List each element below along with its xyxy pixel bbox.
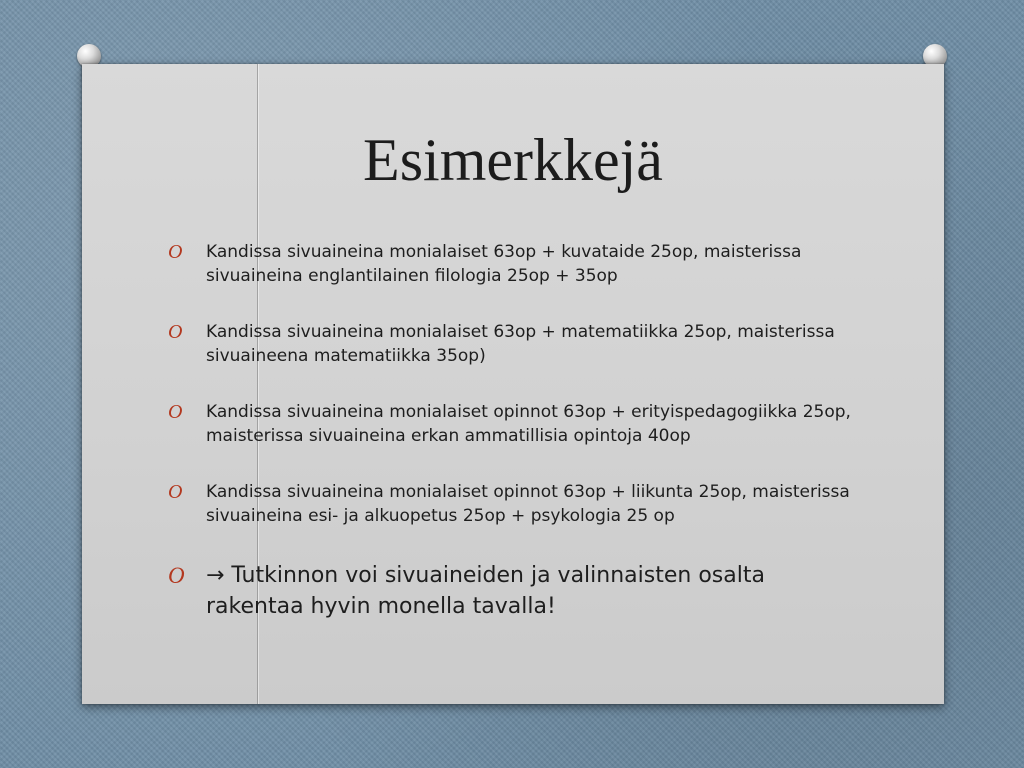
bullet-item-conclusion xyxy=(168,560,868,622)
bullet-text: Kandissa sivuaineina monialaiset opinnot 63op + erityispedagogiikka 25op, maisterissa sivuaineina erkan ammatillisia opintoja 40op xyxy=(206,402,851,446)
bullet-item xyxy=(168,240,868,288)
bullet-text: Kandissa sivuaineina monialaiset opinnot 63op + liikunta 25op, maisterissa sivuaineina esi- ja alkuopetus 25op + psykologia 25 op xyxy=(206,482,850,526)
bullet-text: Kandissa sivuaineina monialaiset 63op + kuvataide 25op, maisterissa sivuaineina englantilainen filologia 25op + 35op xyxy=(206,242,802,286)
bullet-marker-icon: O xyxy=(168,241,183,263)
bullet-marker-icon: O xyxy=(168,401,183,423)
bullet-marker-icon: O xyxy=(168,321,183,343)
bullet-item xyxy=(168,320,868,368)
bullet-text: Kandissa sivuaineina monialaiset 63op + matematiikka 25op, maisterissa sivuaineena matematiikka 35op) xyxy=(206,322,835,366)
bullet-item xyxy=(168,400,868,448)
slide-title: Esimerkkejä xyxy=(363,127,663,193)
bullet-marker-icon: O xyxy=(168,481,183,503)
bullet-item xyxy=(168,480,868,528)
bullet-list xyxy=(168,240,868,622)
bullet-marker-icon: O xyxy=(168,563,185,588)
bullet-text-conclusion: → Tutkinnon voi sivuaineiden ja valinnaisten osalta rakentaa hyvin monella tavalla! xyxy=(206,563,765,619)
